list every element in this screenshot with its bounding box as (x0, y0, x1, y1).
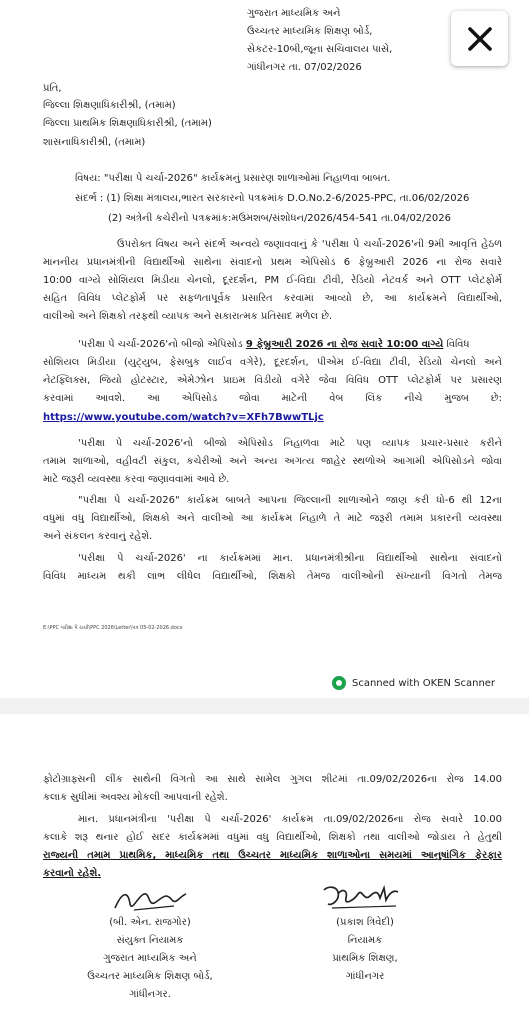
para-line: "પરીક્ષા પે ચર્ચા-2026" કાર્યક્રમ બાબતે આપના જિલ્લાની શાળાઓને જાણ કરી ધો-6 થી 12ના (78, 495, 502, 506)
signatory-left-line: ઉચ્ચતર માધ્યમિક શિક્ષણ બોર્ડ, (87, 971, 213, 982)
scanner-label: Scanned with OKEN Scanner (352, 677, 496, 689)
para-line-emphasis: કરવાનો રહેશે. (43, 868, 102, 879)
para-line: સહિત વિવિધ પ્લેટફોર્મ પર સફળતાપૂર્વક પ્રસારિત કરવામાં આવ્યો છે, આ કાર્યક્રમને વિદ્યાર્થીઓ, (43, 293, 502, 304)
signatory-right-name: (પ્રકાશ ત્રિવેદી) (336, 917, 394, 928)
para-line: કલાક સુધીમાં અવશ્ય મોકલી આપવાની રહેશે. (43, 792, 228, 803)
para-line: ઉપરોક્ત વિષય અને સંદર્ભ અન્વયે જણાવવાનું કે 'પરીક્ષા પે ચર્ચા-2026'ની 9મી આવૃત્તિ હેઠળ (117, 239, 502, 250)
para-line: કલાકે શરૂ થનાર હોઈ સદર કાર્યક્રમમાં વધુમાં વધુ વિદ્યાર્થીઓ, શિક્ષકો તથા વાલીઓ જોડાય તે હેતુથી (43, 832, 502, 843)
letterhead-line: ગુજરાત માધ્યમિક અને (247, 8, 341, 19)
para-line: વાલીઓ અને શિક્ષકો તરફથી વ્યાપક અને સકારાત્મક પ્રતિસાદ મળેલ છે. (43, 311, 333, 322)
para-line: તમામ શાળાઓ, વહીવટી સંકુલ, કચેરીઓ અને અન્ય અગત્ય જાહેર સ્થળોએ આગામી એપિસોડને જોવા (43, 456, 502, 467)
file-path-footer: E:\PPC પરીક્ષા પે ચર્ચા\PPC 2026\Letter\પત્ર 05-02-2026.docx (43, 625, 183, 631)
signatory-left-name: (બી. એન. રાજગોર) (109, 917, 191, 928)
para-line: સોશિયલ મિડીયા (યુટ્યુબ, ફેસબુક લાઈવ વગેરે), દૂરદર્શન, પીએમ ઈ-વિદ્યા ટીવી, રેડિયો ચેનલો અને (43, 357, 502, 368)
reference-line: સંદર્ભ : (1) શિક્ષા મંત્રાલય,ભારત સરકારનો પત્રક્રમાંક D.O.No.2-6/2025-PPC, તા.06/02/2026 (75, 193, 470, 204)
letterhead-line: ઉચ્ચતર માધ્યમિક શિક્ષણ બોર્ડ, (247, 26, 373, 37)
close-icon (467, 26, 493, 52)
signatory-right-line: નિયામક (347, 935, 383, 946)
letterhead-line: સેકટર-10બી,જૂના સચિવાલય પાસે, (247, 44, 393, 55)
signatory-right-line: ગાંધીનગર (345, 971, 385, 982)
para-text: 'પરીક્ષા પે ચર્ચા-2026'નો બીજો એપિસોડ (78, 339, 246, 350)
reference-line: (2) અત્રેની કચેરીનો પત્રક્રમાંક:મઉમશબ/સંશોધન/2026/454-541 તા.04/02/2026 (108, 213, 451, 224)
para-text: વિવિધ (443, 339, 470, 350)
para-line: નેટફ્લિક્સ, જિયો હોટસ્ટાર, એમેઝોન પ્રાઇમ વિડીયો વગેરે જેવા વિવિધ OTT પ્લેટફોર્મ પર પ્રસારણ (43, 375, 502, 386)
recipient-line: શાસનાધિકારીશ્રી, (તમામ) (43, 137, 146, 148)
signatory-left-line: ગાંધીનગર. (129, 989, 171, 1000)
para-line: કરવામાં આવશે. આ એપિસોડ જોવા માટેની વેબ લિંક નીચે મુજબ છે: (43, 393, 502, 404)
recipient-line: જિલ્લા શિક્ષણાધિકારીશ્રી, (તમામ) (43, 100, 176, 111)
para-line: વધુમાં વધુ વિદ્યાર્થીઓ, શિક્ષકો અને વાલીઓ આ કાર્યક્રમ નિહાળે તે માટે જરૂરી તમામ પ્રકારની વ્યવસ્થા (43, 513, 502, 524)
para-line: 'પરીક્ષા પે ચર્ચા-2026'નો બીજો એપિસોડ નિહાળવા માટે પણ વ્યાપક પ્રચાર-પ્રસાર કરીને (78, 438, 502, 449)
scanner-watermark (332, 676, 495, 690)
para-line: માન. પ્રધાનમંત્રીના 'પરીક્ષા પે ચર્ચા-2026' કાર્યક્રમ તા.09/02/2026ના રોજ સવારે 10.00 (78, 814, 502, 825)
signatory-left-line: ગુજરાત માધ્યમિક અને (103, 953, 197, 964)
para-line: વિવિધ માધ્યમ થકી લાભ લીધેલ વિદ્યાર્થીઓ, શિક્ષકો તેમજ વાલીઓની સંખ્યાની વિગતો તેમજ (43, 571, 502, 582)
para-line: 10:00 વાગ્યે સોશિયલ મિડીયા ચેનલો, દૂરદર્શન, PM ઈ-વિદ્યા ટીવી, રેડિયો નેટવર્ક અને OTT પ્લેટફોર્મ (43, 275, 502, 286)
youtube-link[interactable]: https://www.youtube.com/watch?v=XFh7BwwTLjc (43, 412, 324, 423)
para-line: માટે જરૂરી વ્યવસ્થા કરવા જણાવવામાં આવે છે. (43, 474, 230, 485)
para-line: 'પરીક્ષા પે ચર્ચા-2026' ના કાર્યક્રમમાં માન. પ્રધાનમંત્રીશ્રીના વિદ્યાર્થીઓ સાથેના સંવાદનો (78, 553, 502, 564)
close-button[interactable] (451, 11, 508, 66)
letter-page-2 (0, 714, 529, 1024)
broadcast-date: 9 ફેબ્રુઆરી 2026 ના રોજ સવારે 10:00 વાગ્યે (245, 339, 444, 350)
signatory-right-line: પ્રાથમિક શિક્ષણ, (332, 953, 398, 964)
para-line: ફોટોગ્રાફ્સની લીંક સાથેની વિગતો આ સાથે સામેલ ગુગલ શીટમાં તા.09/02/2026ના રોજ 14.00 (43, 774, 502, 785)
scanner-icon (332, 676, 346, 690)
prati-label: પ્રતિ, (43, 83, 62, 94)
subject-line: વિષય: "પરીક્ષા પે ચર્ચા-2026" કાર્યક્રમનું પ્રસારણ શાળાઓમાં નિહાળવા બાબત. (75, 173, 391, 184)
signatory-left-line: સંયુક્ત નિયામક (116, 935, 184, 946)
para-line-emphasis: રાજ્યની તમામ પ્રાથમિક, માધ્યમિક તથા ઉચ્ચતર માધ્યમિક શાળાઓના સમયમાં આનુષાંગિક ફેરફાર (43, 850, 502, 861)
signature-left-image (110, 886, 190, 916)
signature-right-image (318, 882, 408, 914)
recipient-line: જિલ્લા પ્રાથમિક શિક્ષણાધિકારીશ્રી, (તમામ) (43, 118, 212, 129)
letterhead-date: ગાંધીનગર તા. 07/02/2026 (247, 62, 362, 73)
para-line: માનનીય પ્રધાનમંત્રીની વિદ્યાર્થીઓ સાથેના સંવાદનો પ્રથમ એપિસોડ 6 ફેબ્રુઆરી 2026 ના રોજ સવારે (43, 257, 502, 268)
para-line (78, 338, 502, 351)
para-line: અને સંકલન કરવાનું રહેશે. (43, 531, 153, 542)
